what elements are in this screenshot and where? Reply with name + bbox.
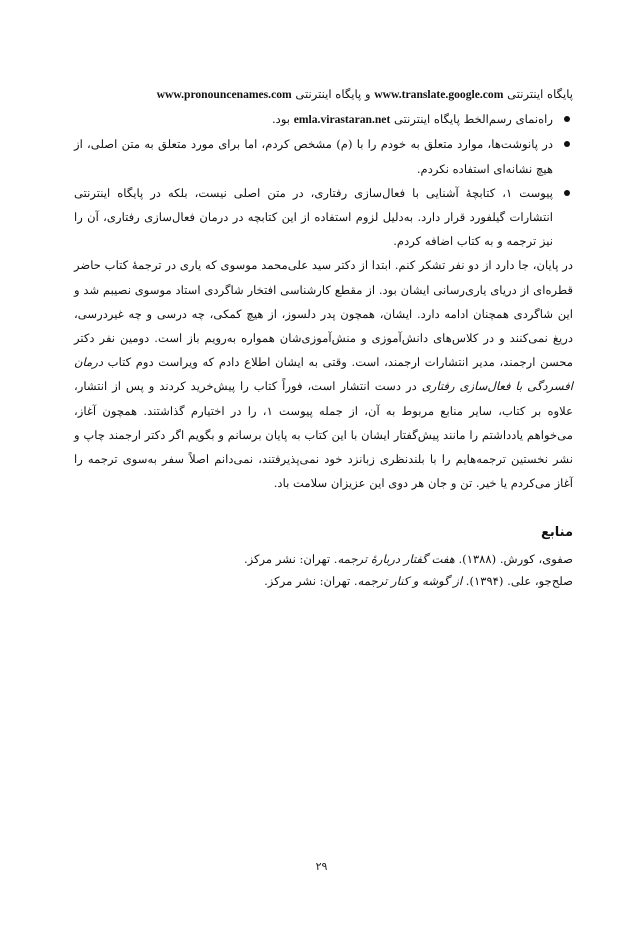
page-number: ۲۹ — [315, 860, 328, 873]
reference-item: صفوی، کورش. (۱۳۸۸). هفت گفتار دربارهٔ ترجمه. تهران: نشر مرکز. — [243, 552, 573, 567]
bullet-icon — [564, 190, 570, 196]
bullet-icon — [564, 116, 570, 122]
site-translate-google: www.translate.google.com — [374, 88, 504, 101]
intro-text-middle: و پایگاه اینترنتی — [291, 87, 375, 101]
closing-paragraph: در پایان، جا دارد از دو نفر تشکر کنم. ابتدا از دکتر سید علی‌محمد موسوی که یاری در ترجمهٔ کتاب حاضر قطره‌ای از دریای یاری‌رسانی ایشان بود. از مقطع کارشناسی افتخار شاگردی استاد موسوی نصیبم شد و این شاگردی همچنان ادامه دارد. ایشان، همچون پدر دلسوز، از هیچ کمکی، چه درسی و چه غیردرسی، دریغ نمی‌کنند و در کلاس‌های دانش‌آموزی و منش‌آموزی‌شان همواره به‌رویم باز است. دومین نفر دکتر محسن ارجمند، مدیر انتشارات ارجمند، است. وقتی به ایشان اطلاع دادم که ویراست دوم کتاب درمان افسردگی با فعال‌سازی رفتاری در دست انتشار است، فوراً کتاب را پیش‌خرید کردند و پس از انتشار، علاوه بر کتاب، سایر منابع مربوط به آن، از جمله پیوست ۱، را در اختیارم گذاشتند. همچون آغاز، می‌خواهم یادداشتم را مانند پیش‌گفتار ایشان با این کتاب به پایان برسانم و بگویم اگر دکتر ارجمند چاپ و نشر نخستین ترجمه‌هایم را با بلندنظری زبانزد خود نمی‌پذیرفتند، نمی‌دانم اصلاً سفر به‌سوی ترجمه را آغاز می‌کردم یا خیر. تن و جان هر دوی این عزیزان سلامت باد. — [74, 258, 573, 491]
references-heading: منابع — [541, 525, 573, 541]
list-item: راه‌نمای رسم‌الخط پایگاه اینترنتی emla.virastaran.net بود. — [74, 107, 573, 132]
intro-text-before: پایگاه اینترنتی — [503, 87, 573, 101]
list-item: پیوست ۱، کتابچهٔ آشنایی با فعال‌سازی رفتاری، در متن اصلی نیست، بلکه در پایگاه اینترنتی انتشارات گیلفورد قرار دارد. به‌دلیل لزوم استفاده از این کتابچه در درمان فعال‌سازی رفتاری، آن را نیز ترجمه و به کتاب اضافه کردم. — [74, 181, 573, 254]
list-item: در پانوشت‌ها، موارد متعلق به خودم را با (م) مشخص کردم، اما برای مورد متعلق به متن اصلی، از هیچ نشانه‌ای استفاده نکردم. — [74, 132, 573, 180]
document-page — [74, 82, 573, 592]
reference-book-title: هفت گفتار دربارهٔ ترجمه — [337, 552, 455, 567]
intro-paragraph — [74, 82, 573, 107]
site-emla-virastaran: emla.virastaran.net — [293, 113, 391, 127]
bullet-icon — [564, 141, 570, 147]
notes-list — [74, 107, 573, 253]
site-pronouncenames: www.pronouncenames.com — [156, 88, 292, 101]
book-title: درمان افسردگی با فعال‌سازی رفتاری — [74, 355, 573, 394]
reference-book-title: از گوشه و کنار ترجمه — [357, 574, 463, 589]
reference-item: صلح‌جو، علی. (۱۳۹۴). از گوشه و کنار ترجمه. تهران: نشر مرکز. — [264, 574, 573, 589]
